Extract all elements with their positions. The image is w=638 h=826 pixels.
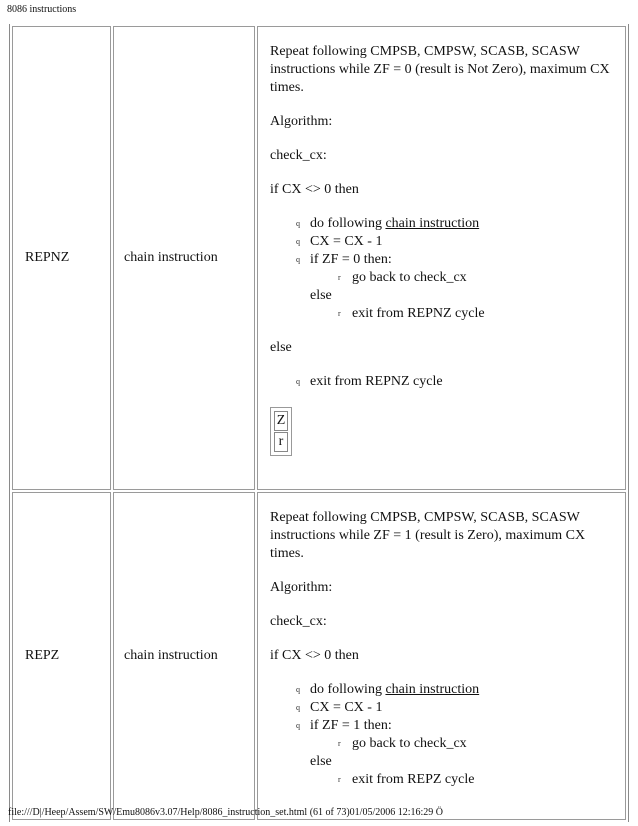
list-item: q CX = CX - 1 <box>310 233 615 251</box>
description-text: Repeat following CMPSB, CMPSW, SCASB, SCASW instructions while ZF = 0 (result is Not Zero), maximum CX times. <box>270 44 610 95</box>
sub-list <box>310 735 615 753</box>
mnemonic-cell: REPZ <box>12 492 111 820</box>
else-outer: else <box>270 340 292 355</box>
algorithm-label: Algorithm: <box>270 580 333 595</box>
operand-cell: chain instruction <box>113 26 255 490</box>
chain-instruction-link[interactable]: chain instruction <box>385 216 480 231</box>
list-item: r exit from REPNZ cycle <box>352 305 615 323</box>
page-header-title: 8086 instructions <box>7 4 77 15</box>
flag-cell: Z <box>274 411 288 431</box>
list-item: q do following chain instruction <box>310 681 615 699</box>
else-line: else <box>310 288 332 303</box>
sub-list <box>310 305 615 323</box>
list-item: q exit from REPNZ cycle <box>310 373 615 391</box>
sub-list <box>310 269 615 287</box>
page-footer-url: file:///D|/Heep/Assem/SW/Emu8086v3.07/Help/8086_instruction_set.html (61 of 73)01/05/2006 12:16:29 Ö <box>8 807 444 818</box>
flag-cell: r <box>274 432 288 452</box>
chain-instruction-link[interactable]: chain instruction <box>385 682 480 697</box>
if-line: if CX <> 0 then <box>270 182 359 197</box>
else-line: else <box>310 754 332 769</box>
description-cell <box>257 492 626 820</box>
list-item: q CX = CX - 1 <box>310 699 615 717</box>
algorithm-label: Algorithm: <box>270 114 333 129</box>
list-item: r go back to check_cx <box>352 735 615 753</box>
operand-cell: chain instruction <box>113 492 255 820</box>
list-item: r go back to check_cx <box>352 269 615 287</box>
mnemonic-cell: REPNZ <box>12 26 111 490</box>
check-label: check_cx: <box>270 614 327 629</box>
algorithm-list <box>270 215 615 323</box>
sub-list <box>310 771 615 789</box>
table-row <box>12 492 626 820</box>
flags-box <box>270 407 292 456</box>
list-item: q if ZF = 1 then: r go back to check_cx <box>310 717 615 753</box>
instruction-table <box>9 24 629 822</box>
if-line: if CX <> 0 then <box>270 648 359 663</box>
list-item: q do following chain instruction <box>310 215 615 233</box>
table-row <box>12 26 626 490</box>
list-item: r exit from REPZ cycle <box>352 771 615 789</box>
description-text: Repeat following CMPSB, CMPSW, SCASB, SCASW instructions while ZF = 1 (result is Zero), maximum CX times. <box>270 510 586 561</box>
else-list <box>270 373 615 391</box>
list-item <box>310 771 615 789</box>
description-cell <box>257 26 626 490</box>
list-item <box>310 305 615 323</box>
check-label: check_cx: <box>270 148 327 163</box>
list-item: q if ZF = 0 then: r go back to check_cx <box>310 251 615 287</box>
algorithm-list <box>270 681 615 789</box>
